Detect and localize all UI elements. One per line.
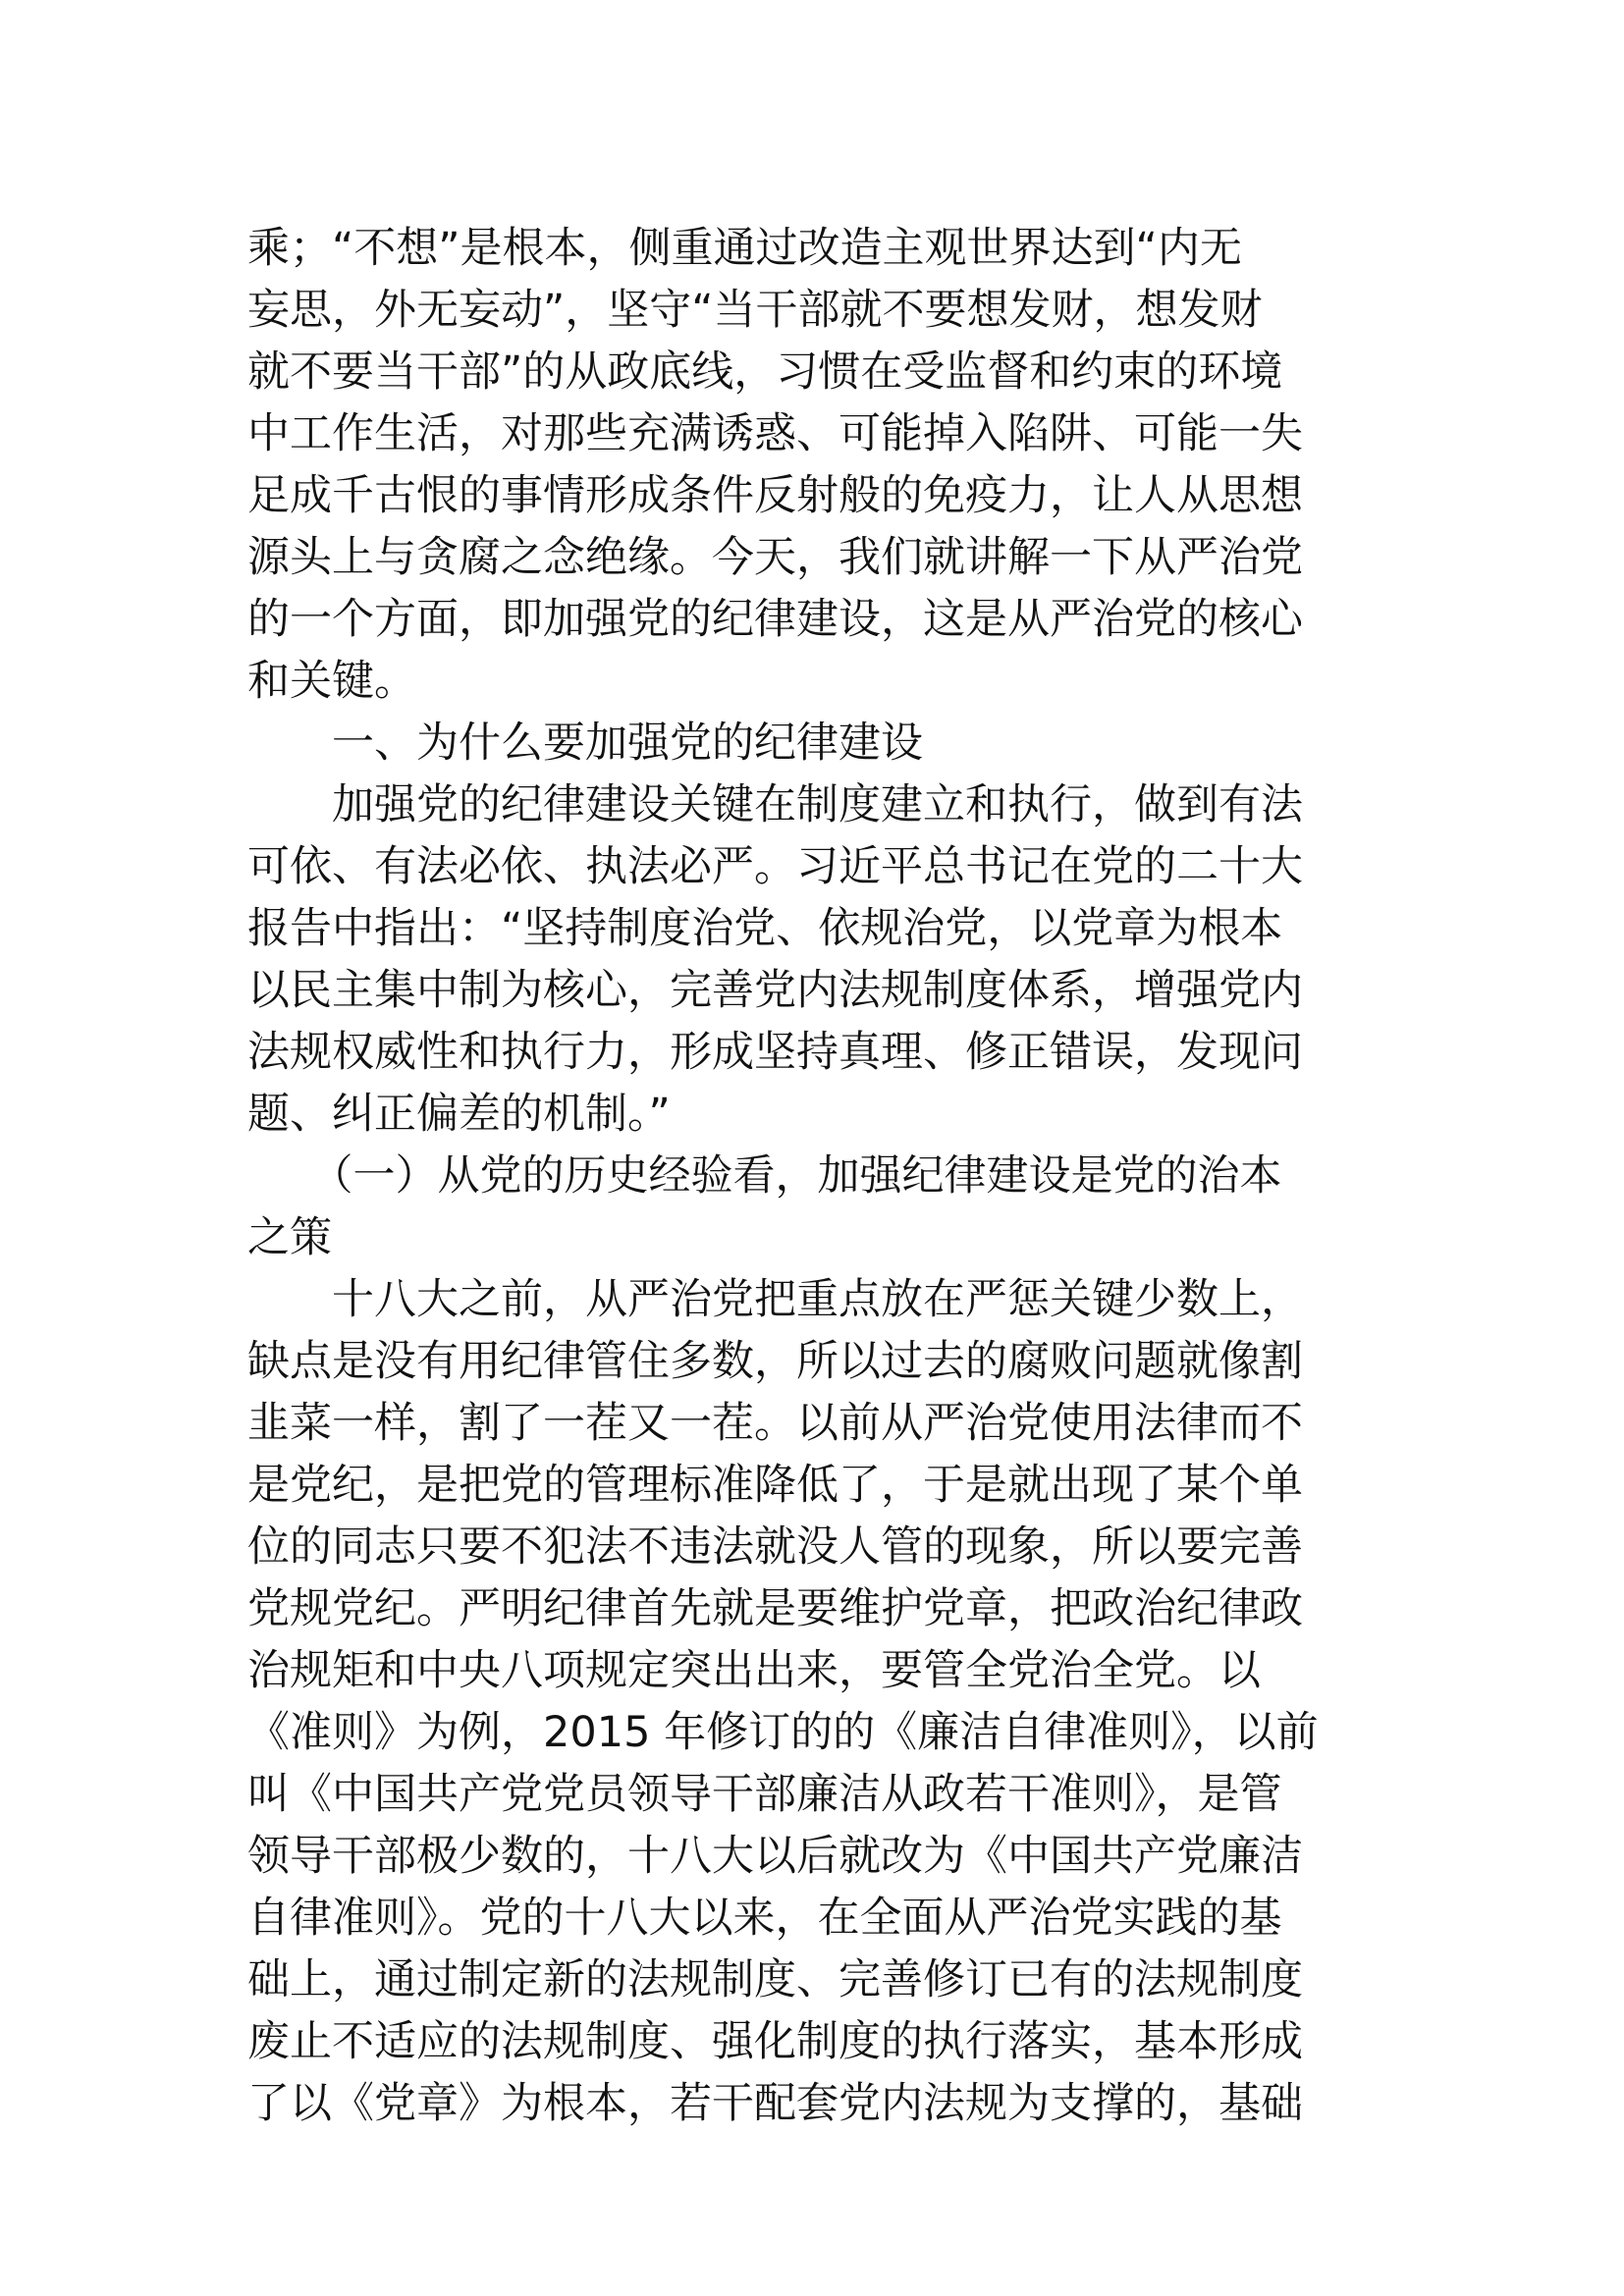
text-line: 自律准则》。党的十八大以来，在全面从严治党实践的基 [247,1894,1282,1943]
text-line: 是党纪，是把党的管理标准降低了，于是就出现了某个单 [247,1461,1303,1510]
text-line: 法规权威性和执行力，形成坚持真理、修正错误，发现问 [247,1028,1303,1077]
text-line: 可依、有法必依、执法必严。习近平总书记在党的二十大 [247,842,1303,891]
text-line: 领导干部极少数的，十八大以后就改为《中国共产党廉洁 [247,1832,1303,1881]
text-line: 缺点是没有用纪律管住多数，所以过去的腐败问题就像割 [247,1337,1303,1386]
text-line: 题、纠正偏差的机制。” [247,1090,671,1139]
text-line: 十八大之前，从严治党把重点放在严惩关键少数上， [247,1275,1303,1324]
text-line: 源头上与贪腐之念绝缘。今天，我们就讲解一下从严治党 [247,533,1303,582]
text-line: 党规党纪。严明纪律首先就是要维护党章，把政治纪律政 [247,1584,1303,1633]
text-line: 治规矩和中央八项规定突出出来，要管全党治全党。以 [247,1646,1261,1695]
text-line: 以民主集中制为核心，完善党内法规制度体系，增强党内 [247,966,1303,1015]
text-line: 础上，通过制定新的法规制度、完善修订已有的法规制度 [247,1955,1303,2004]
text-line: 足成千古恨的事情形成条件反射般的免疫力，让人从思想 [247,471,1303,520]
text-line: 中工作生活，对那些充满诱惑、可能掉入陷阱、可能一失 [247,409,1303,458]
subsection-heading: （一）从党的历史经验看，加强纪律建设是党的治本 [247,1151,1282,1201]
text-line: 了以《党章》为根本，若干配套党内法规为支撑的，基础 [247,2079,1303,2128]
text-line: 位的同志只要不犯法不违法就没人管的现象，所以要完善 [247,1522,1303,1572]
text-line: 加强党的纪律建设关键在制度建立和执行，做到有法 [247,780,1303,829]
text-line: 就不要当干部”的从政底线，习惯在受监督和约束的环境 [247,347,1283,397]
section-heading: 一、为什么要加强党的纪律建设 [247,719,923,768]
text-line: 叫《中国共产党党员领导干部廉洁从政若干准则》，是管 [247,1770,1282,1819]
text-line: 的一个方面，即加强党的纪律建设，这是从严治党的核心 [247,595,1303,644]
text-line: 报告中指出：“坚持制度治党、依规治党，以党章为根本 [247,904,1283,953]
document-page [247,218,1386,2135]
subsection-heading: 之策 [247,1213,332,1262]
text-line: 乘；“不想”是根本，侧重通过改造主观世界达到“内无 [247,224,1242,273]
text-line: 废止不适应的法规制度、强化制度的执行落实，基本形成 [247,2017,1303,2066]
text-line: 妄思，外无妄动”，坚守“当干部就不要想发财，想发财 [247,286,1263,335]
text-line: 韭菜一样，割了一茬又一茬。以前从严治党使用法律而不 [247,1399,1303,1448]
text-line: 和关键。 [247,657,416,706]
text-line: 《准则》为例，2015 年修订的的《廉洁自律准则》，以前 [247,1708,1319,1757]
